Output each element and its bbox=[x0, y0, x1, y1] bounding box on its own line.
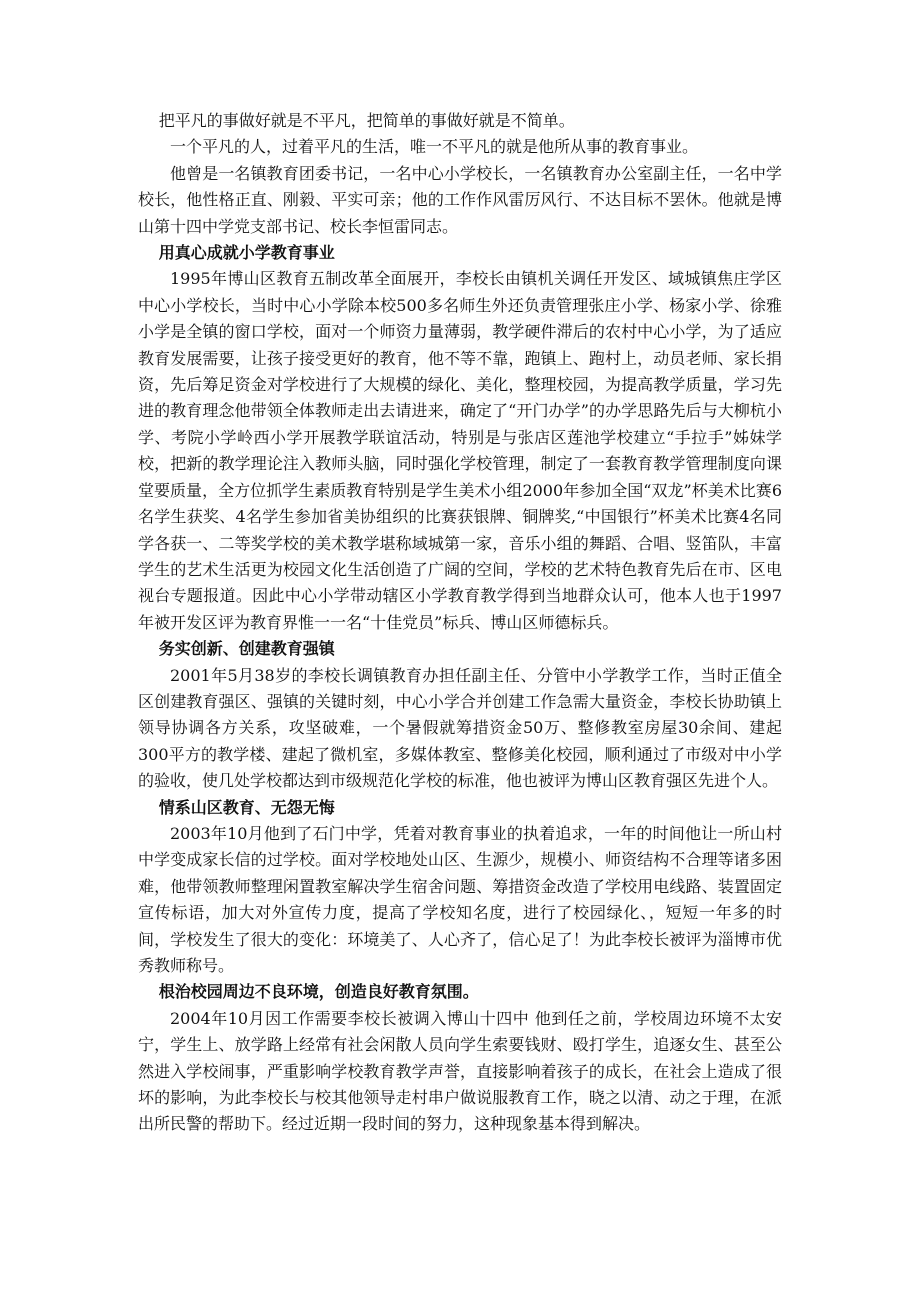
intro-paragraph-3: 他曾是一名镇教育团委书记，一名中心小学校长，一名镇教育办公室副主任，一名中学校长，他性格正直、刚毅、平实可亲；他的工作作风雷厉风行、不达目标不罢休。他就是博山第十四中学党支部书记、校长李恒雷同志。 bbox=[138, 163, 782, 236]
section-heading-primary-school: 用真心成就小学教育事业 bbox=[158, 243, 335, 263]
section-heading-campus-environment: 根治校园周边不良环境，创造良好教育氛围。 bbox=[158, 982, 479, 1002]
intro-paragraph-1: 把平凡的事做好就是不平凡，把简单的事做好就是不简单。 bbox=[158, 111, 575, 130]
section-body-mountain-education: 2003年10月他到了石门中学，凭着对教育事业的执着追求，一年的时间他让一所山村中学变成家长信的过学校。面对学校地处山区、生源少，规模小、师资结构不合理等诸多困难，他带领教师整理闲置教室解决学生宿舍问题、筹措资金改造了学校用电线路、装置固定宣传标语，加大对外宣传力度，提高了学校知名度，进行了校园绿化、，短短一年多的时间，学校发生了很大的变化：环境美了、人心齐了，信心足了！为此李校长被评为淄博市优秀教师称号。 bbox=[138, 823, 782, 975]
section-body-campus-environment: 2004年10月因工作需要李校长被调入博山十四中 他到任之前，学校周边环境不太安宁，学生上、放学路上经常有社会闲散人员向学生索要钱财、殴打学生，追逐女生、甚至公然进入学校闹事，严重影响学校教育教学声誉，直接影响着孩子的成长，在社会上造成了很坏的影响，为此李校长与校其他领导走村串户做说服教育工作，晓之以清、动之于理，在派出所民警的帮助下。经过近期一段时间的努力，这种现象基本得到解决。 bbox=[138, 1008, 782, 1134]
section-body-primary-school: 1995年博山区教育五制改革全面展开，李校长由镇机关调任开发区、域城镇焦庄学区中心小学校长，当时中心小学除本校500多名师生外还负责管理张庄小学、杨家小学、徐雅小学是全镇的窗口学校，面对一个师资力量薄弱，教学硬件滞后的农村中心小学，为了适应教育发展需要，让孩子接受更好的教育，他不等不靠，跑镇上、跑村上，动员老师、家长捐资，先后筹足资金对学校进行了大规模的绿化、美化，整理校园，为提高教学质量，学习先进的教育理念他带领全体教师走出去请进来，确定了“开门办学”的办学思路先后与大柳杭小学、考院小学岭西小学开展教学联谊活动，特别是与张店区莲池学校建立“手拉手”姊妹学校，把新的教学理论注入教师头脑，同时强化学校管理，制定了一套教育教学管理制度向课堂要质量，全方位抓学生素质教育特别是学生美术小组2000年参加全国“双龙”杯美术比赛6名学生获奖、4名学生参加省美协组织的比赛获银牌、铜牌奖,“中国银行”杯美术比赛4名同学各获一、二等奖学校的美术教学堪称域城第一家，音乐小组的舞蹈、合唱、竖笛队，丰富学生的艺术生活更为校园文化生活创造了广阔的空间，学校的艺术特色教育先后在市、区电视台专题报道。因此中心小学带动辖区小学教育教学得到当地群众认可，他本人也于1997年被开发区评为教育界惟一一名“十佳党员”标兵、博山区师德标兵。 bbox=[138, 269, 782, 632]
section-heading-mountain-education: 情系山区教育、无怨无悔 bbox=[158, 797, 335, 817]
intro-paragraph-2: 一个平凡的人，过着平凡的生活，唯一不平凡的就是他所从事的教育事业。 bbox=[170, 137, 699, 157]
section-heading-education-town: 务实创新、创建教育强镇 bbox=[158, 639, 335, 659]
section-body-education-town: 2001年5月38岁的李校长调镇教育办担任副主任、分管中小学教学工作，当时正值全区创建教育强区、强镇的关键时刻，中心小学合并创建工作急需大量资金，李校长协助镇上领导协调各方关系，攻坚破难，一个暑假就筹措资金50万、整修教室房屋30余间、建起300平方的教学楼、建起了微机室，多媒体教室、整修美化校园，顺利通过了市级对中小学的验收，使几处学校都达到市级规范化学校的标准，他也被评为博山区教育强区先进个人。 bbox=[138, 665, 782, 791]
